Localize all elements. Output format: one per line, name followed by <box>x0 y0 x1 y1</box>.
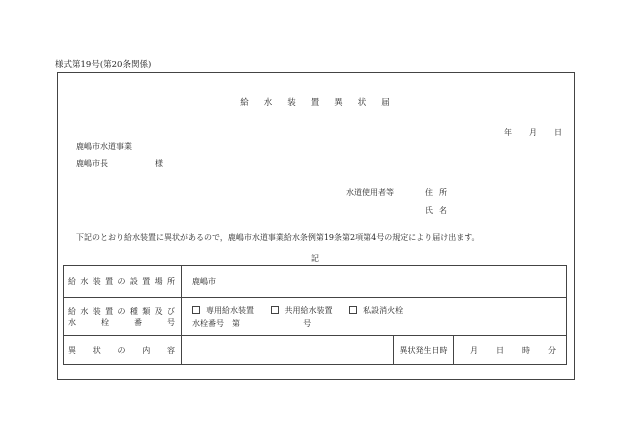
content-value-cell[interactable] <box>182 336 394 365</box>
addressee-organization: 鹿嶋市水道事業 <box>76 142 132 151</box>
applicant-address-label: 住所 <box>425 188 453 197</box>
occurrence-label-cell <box>394 336 454 365</box>
label-char: 給 <box>68 277 76 286</box>
table-row-content <box>64 336 567 365</box>
type-label-line2 <box>68 317 181 328</box>
label-char: 異 <box>68 345 76 355</box>
label-char: 状 <box>92 345 101 355</box>
label-char: 置 <box>105 306 114 316</box>
declaration-text: 下記のとおり給水装置に異状があるので，鹿嶋市水道事業給水条例第19条第2項第4号の規定により届け出ます。 <box>76 233 480 242</box>
content-label <box>68 345 181 356</box>
label-char: 水 <box>80 306 89 316</box>
faucet-number-prefix: 水栓番号 第 <box>192 318 240 328</box>
date-month-label: 月 <box>529 128 537 137</box>
addressee-mayor: 鹿嶋市長 <box>76 159 108 168</box>
content-label-cell <box>64 336 182 365</box>
location-value-cell[interactable] <box>182 266 567 298</box>
label-char: 類 <box>142 306 151 316</box>
label-char: 置 <box>142 277 151 286</box>
label-char: 種 <box>129 306 138 316</box>
label-char: 号 <box>167 317 175 327</box>
label-char: 水 <box>68 317 76 327</box>
table-row-location <box>64 266 567 298</box>
label-char: 水 <box>80 277 89 286</box>
addressee-honorific: 様 <box>155 159 163 168</box>
applicant-name-label: 氏名 <box>425 206 453 215</box>
label-char: の <box>117 345 126 355</box>
occurrence-label: 異状発生日時 <box>399 345 448 355</box>
checkbox-icon[interactable] <box>349 306 357 314</box>
location-label-cell <box>64 266 182 298</box>
type-label-line1 <box>68 306 181 317</box>
type-value-cell <box>182 298 567 336</box>
label-char: び <box>167 306 175 316</box>
location-value: 鹿嶋市 <box>192 277 216 286</box>
label-char: の <box>117 277 126 286</box>
unit-hour: 時 <box>522 345 530 355</box>
label-char: 場 <box>154 277 163 286</box>
label-char: 設 <box>129 277 138 286</box>
label-char: 番 <box>134 317 142 327</box>
checkbox-icon[interactable] <box>271 306 279 314</box>
unit-day: 日 <box>496 345 504 355</box>
label-char: 装 <box>92 277 101 286</box>
form-number: 様式第19号(第20条関係) <box>55 60 152 70</box>
label-char: 内 <box>142 345 151 355</box>
detail-table <box>63 265 567 365</box>
label-char: 給 <box>68 306 76 316</box>
unit-month: 月 <box>470 345 478 355</box>
location-label <box>68 276 181 287</box>
date-day-label: 日 <box>554 128 562 137</box>
faucet-number-suffix: 号 <box>303 318 312 328</box>
label-char: 装 <box>92 306 101 316</box>
label-char: の <box>117 306 126 316</box>
type-label-cell <box>64 298 182 336</box>
date-year-label: 年 <box>504 128 512 137</box>
unit-minute: 分 <box>548 345 556 355</box>
document-title: 給水装置異状届 <box>240 98 405 108</box>
label-char: 栓 <box>101 317 109 327</box>
label-char: 容 <box>167 345 175 355</box>
checkbox-icon[interactable] <box>192 306 200 314</box>
table-row-type <box>64 298 567 336</box>
date-line <box>504 127 562 138</box>
label-char: 置 <box>105 277 114 286</box>
option-shared[interactable]: 共用給水装置 <box>271 306 333 315</box>
label-char: 所 <box>167 277 175 286</box>
occurrence-value-cell[interactable] <box>454 336 567 365</box>
label-char: 及 <box>154 306 163 316</box>
option-private-hydrant[interactable]: 私設消火栓 <box>349 306 403 315</box>
occurrence-date-units <box>454 345 566 356</box>
ki-heading: 記 <box>311 254 319 263</box>
applicant-label: 水道使用者等 <box>346 188 394 197</box>
type-options <box>192 305 566 316</box>
option-exclusive[interactable]: 専用給水装置 <box>192 306 254 315</box>
faucet-number-line <box>192 318 566 329</box>
